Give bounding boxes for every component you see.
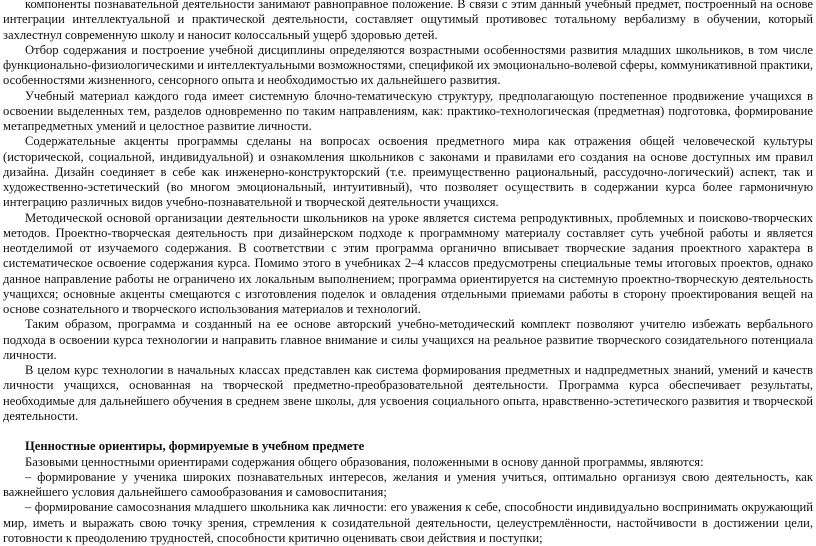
list-item-1: – формирование у ученика широких познавательных интересов, желания и умения учиться, оптимально организуя свою деятельность, как важнейшего условия дальнейшего самообразования и самовоспитания; [3, 469, 813, 499]
section-intro: Базовыми ценностными ориентирами содержания общего образования, положенными в основу данной программы, являются: [25, 454, 704, 469]
paragraph-3: Учебный материал каждого года имеет системную блочно-тематическую структуру, предполагающую постепенное продвижение учащихся в освоении выделенных тем, разделов одновременно по таким направлениям, как: практико-технологическая (предметная) подготовка, формирование метапредметных умений и целостное развитие личности. [3, 88, 813, 133]
list-item-2: – формирование самосознания младшего школьника как личности: его уважения к себе, способности индивидуально воспринимать окружающий мир, иметь и выражать свою точку зрения, стремления к созидательной деятельности, целеустремлённости, настойчивости в достижении цели, готовности к преодолению трудностей, способности критично оценивать свои действия и поступки; [3, 500, 813, 545]
paragraph-1: компоненты познавательной деятельности занимают равноправное положение. В связи с этим данный учебный предмет, построенный на основе интеграции интеллектуальной и практической деятельности, составляет ощутимый противовес тотальному вербализму в обучении, который захлестнул современную школу и наносит колоссальный ущерб здоровью детей. [3, 0, 813, 42]
paragraph-5: Методической основой организации деятельности школьников на уроке является система репродуктивных, проблемных и поисково-творческих методов. Проектно-творческая деятельность при дизайнерском подходе к программному материалу составляет суть учебной работы и является неотделимой от изучаемого содержания. В соответствии с этим программа органично вписывает творческие задания проектного характера в систематическое освоение содержания курса. Помимо этого в учебниках 2–4 классов предусмотрены специальные темы итоговых проектов, однако данное направление работы не ограничено их локальным выполнением; программа ориентируется на системную проектно-творческую деятельность учащихся; основные акценты смещаются с изготовления поделок и овладения отдельными приемами работы в сторону проектирования вещей на основе сознательного и творческого использования материалов и технологий. [3, 210, 813, 316]
blank-line [0, 424, 816, 439]
paragraph-6: Таким образом, программа и созданный на ее основе авторский учебно-методический комплект позволяют учителю избежать вербального подхода в освоении курса технологии и направить главное внимание и силы учащихся на реальное развитие творческого созидательного потенциала личности. [3, 317, 813, 362]
paragraph-7: В целом курс технологии в начальных классах представлен как система формирования предметных и надпредметных знаний, умений и качеств личности учащихся, основанная на творческой предметно-преобразовательной деятельности. Программа курса обеспечивает результаты, необходимые для дальнейшего обучения в среднем звене школы, для усвоения социального опыта, нравственно-эстетического развития и творческой деятельности. [3, 363, 813, 423]
section-heading: Ценностные ориентиры, формируемые в учебном предмете [25, 439, 365, 454]
paragraph-2: Отбор содержания и построение учебной дисциплины определяются возрастными особенностями развития младших школьников, в том числе функционально-физиологическими и интеллектуальными возможностями, спецификой их эмоционально-волевой сферы, коммуникативной практики, особенностями жизненного, сенсорного опыта и необходимостью их дальнейшего развития. [3, 42, 813, 88]
paragraph-4: Содержательные акценты программы сделаны на вопросах освоения предметного мира как отражения общей человеческой культуры (исторической, социальной, индивидуальной) и ознакомления школьников с законами и правилами его создания на основе доступных им правил дизайна. Дизайн соединяет в себе как инженерно-конструкторский (т.е. преимущественно рациональный, рассудочно-логический) аспект, так и художественно-эстетический (во многом эмоциональный, интуитивный), что позволяет осуществить в содержании курса более гармоничную интеграцию различных видов учебно-познавательной и творческой деятельности учащихся. [3, 134, 813, 210]
